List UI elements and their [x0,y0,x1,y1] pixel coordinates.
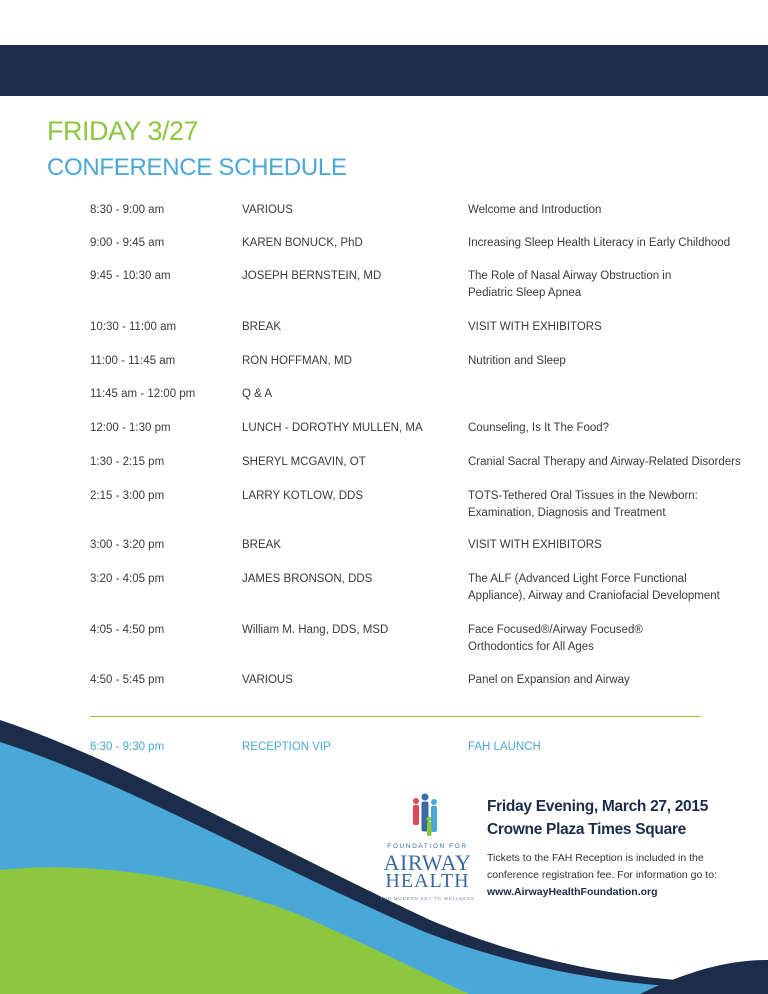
session-topic-line: VISIT WITH EXHIBITORS [468,539,602,551]
session-topic [468,235,758,252]
session-speaker: LARRY KOTLOW, DDS [242,490,363,502]
session-topic [468,571,758,605]
session-speaker: Q & A [242,388,273,400]
session-topic [468,353,758,370]
event-date: Friday Evening, March 27, 2015 [487,798,709,815]
session-speaker: RON HOFFMAN, MD [242,355,352,367]
session-time: 4:50 - 5:45 pm [90,674,165,686]
page-subtitle: CONFERENCE SCHEDULE [47,154,347,181]
session-topic-line: Pediatric Sleep Apnea [468,287,582,299]
session-time: 12:00 - 1:30 pm [90,422,171,434]
session-topic-line: Nutrition and Sleep [468,355,566,367]
session-topic-line: The ALF (Advanced Light Force Functional [468,573,687,585]
session-time: 9:00 - 9:45 am [90,237,165,249]
header-band [0,45,768,96]
session-time: 3:00 - 3:20 pm [90,539,165,551]
event-description [487,850,747,901]
logo-tagline: THE MODERN KEY TO WELLNESS [380,896,475,901]
session-topic-line: TOTS-Tethered Oral Tissues in the Newborn: [468,490,698,502]
session-topic-line: Appliance), Airway and Craniofacial Development [468,590,720,602]
session-topic-line: Cranial Sacral Therapy and Airway-Related Disorders [468,456,741,468]
event-body-line-1: Tickets to the FAH Reception is included in the [487,852,704,864]
session-topic-line: Face Focused®/Airway Focused® [468,624,643,636]
session-time: 4:05 - 4:50 pm [90,624,165,636]
foundation-logo [380,790,475,915]
session-speaker: William M. Hang, DDS, MSD [242,624,389,636]
session-speaker: JOSEPH BERNSTEIN, MD [242,270,382,282]
session-time: 9:45 - 10:30 am [90,270,171,282]
logo-airway-text: AIRWAY [383,850,472,875]
event-heading [487,795,708,841]
session-topic [468,622,758,656]
session-topic [468,202,758,219]
session-topic [468,420,758,437]
page-title: FRIDAY 3/27 [47,116,199,146]
session-speaker: KAREN BONUCK, PhD [242,237,363,249]
session-topic [468,268,758,302]
session-speaker: VARIOUS [242,204,293,216]
evening-time: 6:30 - 9:30 pm [90,741,165,753]
family-figures-icon [410,793,440,841]
session-topic-line: Counseling, Is It The Food? [468,422,610,434]
session-time: 8:30 - 9:00 am [90,204,165,216]
session-topic-line: Welcome and Introduction [468,204,602,216]
logo-foundation-text: FOUNDATION FOR [387,843,468,850]
session-speaker: BREAK [242,321,281,333]
session-time: 11:00 - 11:45 am [90,355,176,367]
session-topic [468,319,758,336]
session-speaker: LUNCH - DOROTHY MULLEN, MA [242,422,423,434]
session-topic [468,488,758,522]
event-venue: Crowne Plaza Times Square [487,821,686,838]
session-speaker: SHERYL MCGAVIN, OT [242,456,366,468]
event-body-line-2: conference registration fee. For information go to: [487,869,717,881]
session-speaker: BREAK [242,539,281,551]
event-url-link[interactable]: www.AirwayHealthFoundation.org [487,886,658,898]
session-time: 11:45 am - 12:00 pm [90,388,196,400]
session-topic-line: Orthodontics for All Ages [468,641,594,653]
session-topic [468,672,758,689]
schedule-divider [90,716,701,717]
session-topic-line: VISIT WITH EXHIBITORS [468,321,602,333]
evening-event: RECEPTION VIP [242,741,331,753]
session-time: 3:20 - 4:05 pm [90,573,165,585]
session-time: 1:30 - 2:15 pm [90,456,165,468]
session-topic-line: The Role of Nasal Airway Obstruction in [468,270,672,282]
evening-topic: FAH LAUNCH [468,741,541,753]
session-speaker: JAMES BRONSON, DDS [242,573,373,585]
session-topic [468,454,758,471]
session-topic-line: Examination, Diagnosis and Treatment [468,507,666,519]
session-topic [468,537,758,554]
session-topic-line: Panel on Expansion and Airway [468,674,630,686]
session-time: 2:15 - 3:00 pm [90,490,165,502]
session-time: 10:30 - 11:00 am [90,321,177,333]
logo-health-text: HEALTH [385,870,470,892]
session-topic-line: Increasing Sleep Health Literacy in Early Childhood [468,237,731,249]
session-speaker: VARIOUS [242,674,293,686]
